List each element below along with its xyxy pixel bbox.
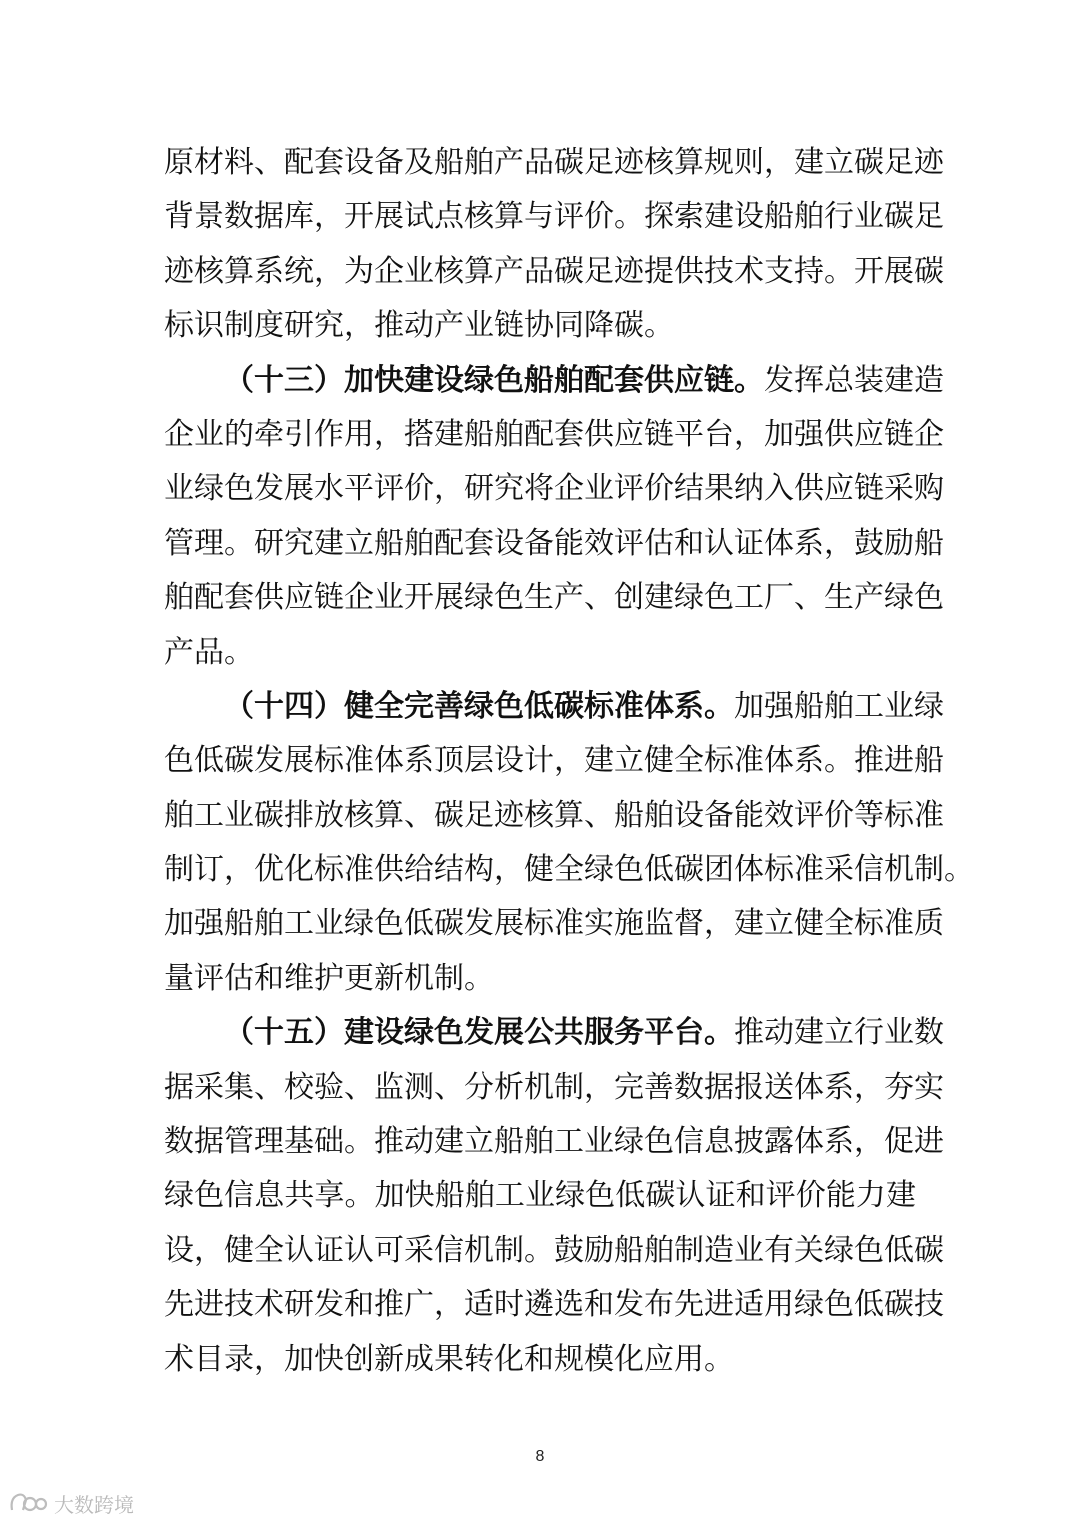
section-heading-line (164, 680, 944, 734)
paragraph-line (164, 1169, 916, 1223)
section-heading: （十五）建设绿色发展公共服务平台。 (224, 1015, 734, 1051)
paragraph-line (164, 789, 944, 843)
section-heading-line (164, 354, 944, 408)
paragraph-text: 产品。 (164, 634, 254, 670)
paragraph-text: 量评估和维护更新机制。 (164, 960, 494, 996)
paragraph-text: 术目录，加快创新成果转化和规模化应用。 (164, 1341, 734, 1377)
section-heading-line (164, 1006, 944, 1060)
paragraph-text: 舶工业碳排放核算、碳足迹核算、船舶设备能效评价等标准 (164, 797, 944, 833)
paragraph-text: 推动建立行业数 (734, 1015, 944, 1051)
paragraph-line (164, 897, 944, 951)
paragraph-text: 数据管理基础。推动建立船舶工业绿色信息披露体系，促进 (164, 1124, 944, 1160)
paragraph-line (164, 1115, 944, 1169)
paragraph-text: 发挥总装建造 (764, 362, 944, 398)
paragraph-line (164, 517, 944, 571)
paragraph-text: 色低碳发展标准体系顶层设计，建立健全标准体系。推进船 (164, 743, 944, 779)
paragraph-line (164, 734, 944, 788)
section-heading: （十三）加快建设绿色船舶配套供应链。 (224, 362, 764, 398)
paragraph-text: 业绿色发展水平评价，研究将企业评价结果纳入供应链采购 (164, 471, 944, 507)
paragraph-text: 舶配套供应链企业开展绿色生产、创建绿色工厂、生产绿色 (164, 580, 944, 616)
paragraph-text: 据采集、校验、监测、分析机制，完善数据报送体系，夯实 (164, 1069, 944, 1105)
paragraph-line (164, 1278, 944, 1332)
paragraph-line (164, 843, 974, 897)
paragraph-text: 先进技术研发和推广，适时遴选和发布先进适用绿色低碳技 (164, 1287, 944, 1323)
paragraph-text: 设，健全认证认可采信机制。鼓励船舶制造业有关绿色低碳 (164, 1232, 944, 1268)
watermark-logo-icon (8, 1490, 48, 1516)
paragraph-text: 管理。研究建立船舶配套设备能效评估和认证体系，鼓励船 (164, 525, 944, 561)
paragraph-text: 迹核算系统，为企业核算产品碳足迹提供技术支持。开展碳 (164, 253, 944, 289)
paragraph-text: 标识制度研究，推动产业链协同降碳。 (164, 308, 674, 344)
paragraph-text: 原材料、配套设备及船舶产品碳足迹核算规则，建立碳足迹 (164, 145, 944, 180)
paragraph-line (164, 626, 916, 680)
paragraph-line (164, 1224, 944, 1278)
paragraph-line (164, 462, 944, 516)
paragraph-line (164, 245, 944, 299)
paragraph-text: 制订，优化标准供给结构，健全绿色低碳团体标准采信机制。 (164, 852, 974, 888)
paragraph-line (164, 408, 944, 462)
paragraph-text: 企业的牵引作用，搭建船舶配套供应链平台，加强供应链企 (164, 416, 944, 452)
paragraph-line (164, 299, 916, 353)
section-heading: （十四）健全完善绿色低碳标准体系。 (224, 688, 734, 724)
paragraph-text: 背景数据库，开展试点核算与评价。探索建设船舶行业碳足 (164, 199, 944, 235)
paragraph-line (164, 1333, 916, 1387)
paragraph-text: 绿色信息共享。加快船舶工业绿色低碳认证和评价能力建 (164, 1178, 916, 1214)
paragraph-line (164, 1061, 944, 1115)
paragraph-text: 加强船舶工业绿色低碳发展标准实施监督，建立健全标准质 (164, 906, 944, 942)
paragraph-text: 加强船舶工业绿 (734, 688, 944, 724)
page-number: 8 (535, 1448, 545, 1465)
watermark (8, 1488, 134, 1518)
watermark-text: 大数跨境 (54, 1492, 134, 1517)
document-body (164, 136, 974, 1387)
paragraph-line (164, 571, 944, 625)
paragraph-line (164, 952, 916, 1006)
paragraph-line (164, 136, 944, 190)
paragraph-line (164, 190, 944, 244)
